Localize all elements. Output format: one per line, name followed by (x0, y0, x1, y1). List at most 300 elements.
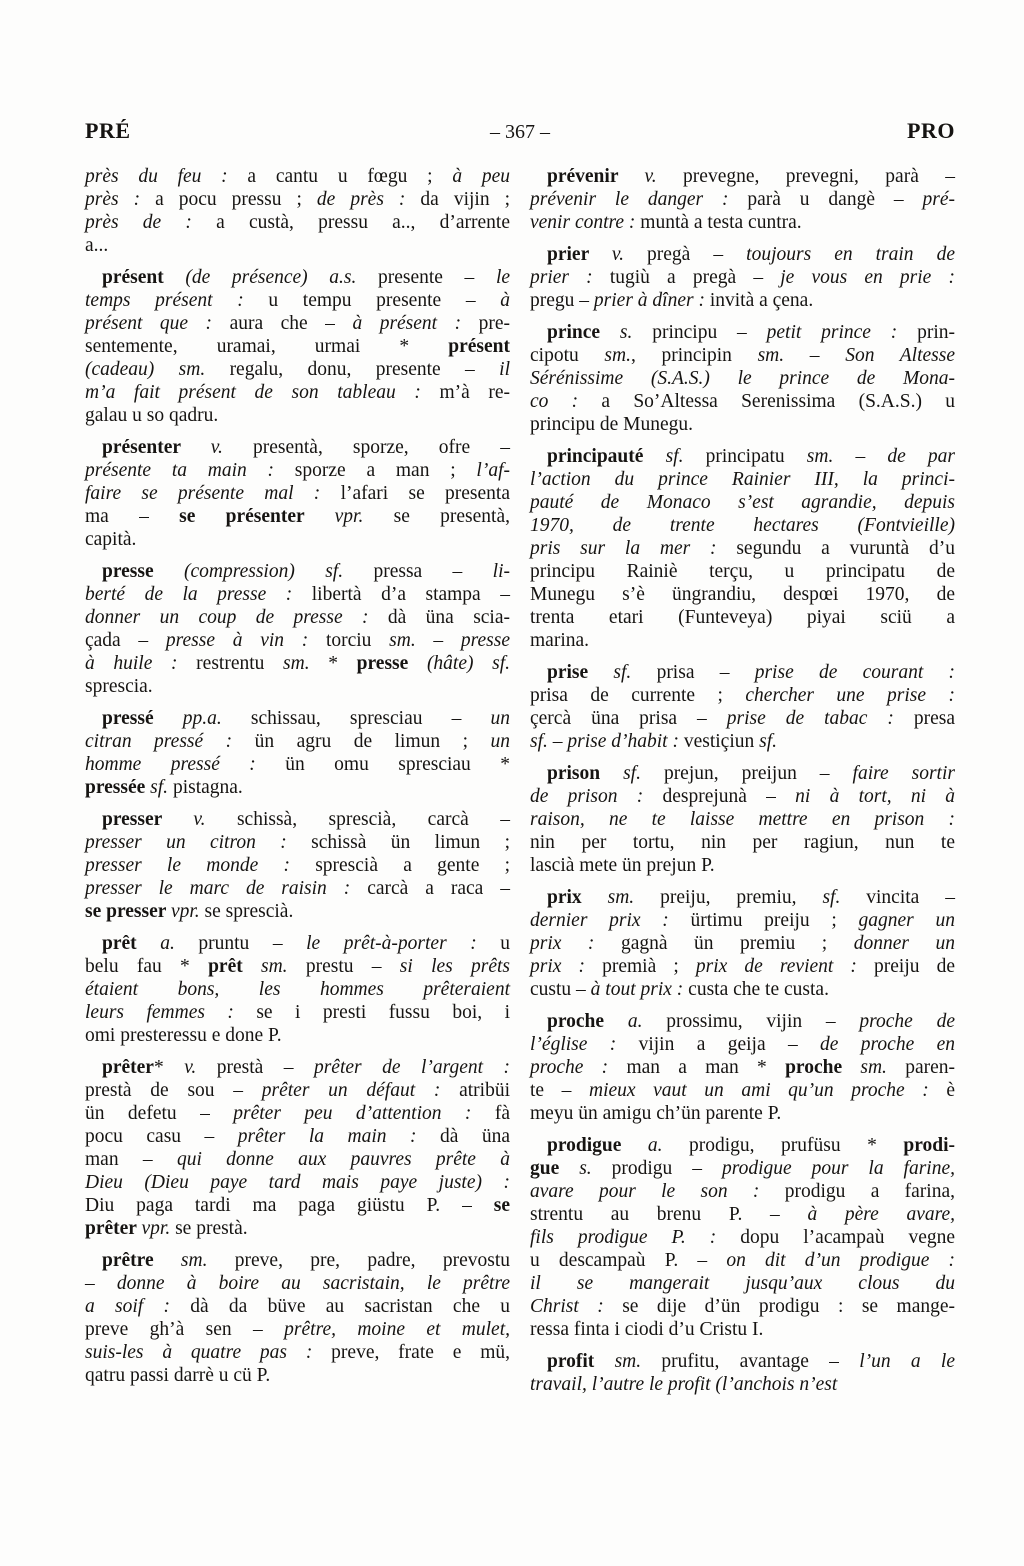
text-segment: omi presteressu e done P. (85, 1025, 282, 1046)
entry-line (530, 707, 955, 730)
text-segment: belu fau * (85, 956, 209, 977)
text-segment: prodi- (903, 1135, 955, 1156)
text-segment: berté de la presse : (85, 584, 312, 605)
text-segment: presse (460, 630, 510, 651)
text-segment: Munegu s’è üngrandiu, despœi 1970, de (530, 584, 955, 605)
entry-line (85, 730, 510, 753)
text-segment: pré- (922, 189, 955, 210)
text-segment: se sprescià. (204, 901, 294, 922)
text-segment: prêter peu d’attention : (233, 1103, 495, 1124)
text-segment: dernier prix : (530, 910, 691, 931)
entry-line (530, 1134, 955, 1157)
entry-line (85, 1171, 510, 1194)
entry-line (85, 335, 510, 358)
text-segment: prix (547, 887, 608, 908)
text-segment: u (500, 933, 510, 954)
entry-line (530, 854, 955, 877)
text-segment: , principin (630, 345, 758, 366)
text-segment: presser le monde : (85, 855, 316, 876)
dictionary-entry (530, 661, 955, 753)
text-segment: li- (492, 561, 510, 582)
text-segment: sf. (530, 731, 548, 752)
entry-line (85, 1056, 510, 1079)
text-segment: temps présent : (85, 290, 269, 311)
text-segment: prisa – (656, 662, 755, 683)
text-segment: a custà, pressu a.., d’arrente (216, 212, 510, 233)
entry-line (530, 413, 955, 436)
entry-line (530, 629, 955, 652)
dictionary-entry (530, 1010, 955, 1125)
text-segment: segundu a vuruntà d’u (736, 538, 955, 559)
text-segment: schissà, sprescià, carcà – (236, 809, 510, 830)
dictionary-entry (85, 808, 510, 923)
column-left (85, 165, 510, 1396)
text-segment: présente ta main : (85, 460, 295, 481)
dictionary-entry (85, 1056, 510, 1240)
text-segment: ma – (85, 506, 180, 527)
entry-line (85, 932, 510, 955)
text-segment: vpr. (334, 506, 394, 527)
entry-line (530, 831, 955, 854)
text-segment: – (415, 630, 461, 651)
text-segment: a... (85, 235, 109, 256)
text-segment: a pocu pressu ; (155, 189, 317, 210)
text-segment: toujours en train de (746, 244, 955, 265)
text-segment: dopu l’acampaù vegne (740, 1227, 956, 1248)
text-segment: Diu paga tardi ma paga giüstu P. – (85, 1195, 494, 1216)
text-segment: v. (210, 437, 253, 458)
text-segment: co : (530, 391, 602, 412)
running-head-left: PRÉ (85, 118, 131, 143)
entry-line (530, 188, 955, 211)
text-segment: pp.a. (182, 708, 251, 729)
text-segment: près du feu : (85, 166, 248, 187)
text-segment: Son Altesse (845, 345, 955, 366)
dictionary-entry (530, 762, 955, 877)
text-segment: de près : (316, 189, 421, 210)
entry-line (530, 468, 955, 491)
text-segment: presente – (377, 267, 496, 288)
text-segment: presser un citron : (85, 832, 312, 853)
entry-line (530, 785, 955, 808)
text-segment: pressée (85, 777, 151, 798)
text-segment: qui donne aux pauvres prête à (176, 1149, 511, 1170)
text-segment: preve, frate e mü, (331, 1342, 510, 1363)
text-segment: v. (611, 244, 648, 265)
text-segment: sm. (180, 1250, 235, 1271)
text-segment: desprejunà – (662, 786, 796, 807)
text-segment: presser le marc de raisin : (85, 878, 368, 899)
text-segment: se dije d’ün prodigu : se mange- (622, 1296, 956, 1317)
entry-line (85, 583, 510, 606)
entry-line (85, 312, 510, 335)
dictionary-entry (85, 436, 510, 551)
text-segment: raison, ne te laisse mettre en prison : (530, 809, 955, 830)
text-segment: preiju, premiu, (660, 887, 823, 908)
text-segment: pressé (102, 708, 183, 729)
entry-line (85, 436, 510, 459)
text-segment: prodigue (547, 1135, 648, 1156)
text-segment: de par (887, 446, 956, 467)
entry-line (85, 188, 510, 211)
text-segment: a So’Altessa Serenissima (S.A.S.) u (601, 391, 955, 412)
text-segment: sm. (757, 345, 785, 366)
dictionary-entry (530, 165, 955, 234)
text-segment: (cadeau) sm. (85, 359, 230, 380)
text-segment: (hâte) sf. (426, 653, 511, 674)
text-segment: sentemente, uramai, urmai * (85, 336, 449, 357)
text-segment: sm. (389, 630, 416, 651)
text-segment: libertà d’a stampa – (311, 584, 510, 605)
text-segment: çada – (85, 630, 166, 651)
text-segment: présent (448, 336, 510, 357)
entry-line (530, 321, 955, 344)
text-segment: fils prodigue P. : (530, 1227, 741, 1248)
text-segment: a. (647, 1135, 690, 1156)
entry-line (85, 165, 510, 188)
text-segment: sf. (623, 763, 664, 784)
text-segment: leurs femmes : (85, 1002, 257, 1023)
dictionary-entry (530, 321, 955, 436)
text-segment: prêt (208, 956, 261, 977)
entry-line (530, 886, 955, 909)
text-segment: suis-les à quatre pas : (85, 1342, 332, 1363)
text-segment: cipotu (530, 345, 605, 366)
text-segment: sf. (150, 777, 173, 798)
entry-line (85, 234, 510, 257)
text-segment: vincita – (866, 887, 956, 908)
text-segment: proche (785, 1057, 861, 1078)
text-segment: prince (547, 322, 620, 343)
text-segment: qatru passi darrè u cü P. (85, 1365, 271, 1386)
entry-line (530, 560, 955, 583)
text-segment: de proche en (820, 1034, 955, 1055)
entry-line (530, 1295, 955, 1318)
entry-line (85, 629, 510, 652)
text-segment: prejun, preijun – (663, 763, 853, 784)
text-segment: aura che – (229, 313, 353, 334)
text-segment: tugiù a pregà – (609, 267, 781, 288)
text-segment: 1970, de trente hectares (Fontvieille) (530, 515, 955, 536)
text-segment: sm. (806, 446, 834, 467)
entry-line (85, 1001, 510, 1024)
entry-line (530, 730, 955, 753)
text-segment: sm. (607, 887, 661, 908)
entry-line (85, 1341, 510, 1364)
text-segment: près : (85, 189, 156, 210)
entry-line (85, 528, 510, 551)
text-segment: on dit d’un prodigue : (726, 1250, 956, 1271)
entry-line (530, 1079, 955, 1102)
text-segment: prévenir (547, 166, 645, 187)
text-segment: homme pressé : (85, 754, 286, 775)
entry-line (530, 1226, 955, 1249)
text-segment: principatu (705, 446, 807, 467)
text-segment: sprescia. (85, 676, 153, 697)
text-segment: trenta etari (Funteveya) piyai sciü a (530, 607, 955, 628)
text-segment: prier à dîner : (593, 290, 710, 311)
text-segment: – (547, 731, 568, 752)
text-segment: prestà – (216, 1057, 314, 1078)
text-segment: à père avare, (807, 1204, 956, 1225)
text-segment: avare pour le son : (530, 1181, 785, 1202)
text-segment: faire sortir (852, 763, 955, 784)
text-segment: prodigu, prufüsu * (689, 1135, 904, 1156)
dictionary-entry (85, 165, 510, 257)
text-segment: custa che te custa. (688, 979, 829, 1000)
text-segment: dà da büve au sacristan che u (190, 1296, 511, 1317)
text-segment: preve gh’à sen – (85, 1319, 285, 1340)
text-segment: pressa – (373, 561, 493, 582)
dictionary-entry (530, 886, 955, 1001)
text-segment: schissà ün limun ; (311, 832, 510, 853)
entry-line (530, 1056, 955, 1079)
entry-line (85, 1024, 510, 1047)
text-segment: è (946, 1080, 955, 1101)
text-segment: prix de revient : (695, 956, 875, 977)
text-segment: le (495, 267, 511, 288)
entry-line (530, 762, 955, 785)
page-header (85, 118, 955, 144)
text-segment: petit prince : (766, 322, 918, 343)
entry-line (530, 344, 955, 367)
entry-line (85, 381, 510, 404)
text-segment: prodigue pour la farine, (721, 1158, 955, 1179)
column-right (530, 165, 955, 1396)
text-segment: Dieu (Dieu paye tard mais paye juste) : (85, 1172, 510, 1193)
text-segment: * (153, 1057, 185, 1078)
text-segment: paren- (905, 1057, 956, 1078)
text-segment: sm. (283, 653, 329, 674)
text-segment: presser (102, 809, 194, 830)
text-segment: prevegne, prevegni, parà – (683, 166, 955, 187)
entry-line (530, 909, 955, 932)
text-segment: se presentà, (393, 506, 510, 527)
text-segment: a soif : (85, 1296, 191, 1317)
text-segment: principauté (547, 446, 666, 467)
text-segment: sf. (613, 662, 657, 683)
text-segment: sm. (860, 1057, 906, 1078)
text-segment: à (500, 290, 510, 311)
entry-line (530, 266, 955, 289)
text-segment: gagner un (858, 910, 955, 931)
text-segment: proche : (530, 1057, 627, 1078)
text-segment: carcà a raca – (367, 878, 510, 899)
text-segment: restrentu (196, 653, 284, 674)
text-segment: pregu – (530, 290, 594, 311)
text-segment: venir contre : (530, 212, 641, 233)
entry-line (530, 165, 955, 188)
entry-line (85, 358, 510, 381)
text-segment: ün defetu – (85, 1103, 234, 1124)
entry-line (530, 1350, 955, 1373)
text-segment: il (499, 359, 511, 380)
text-segment: – (784, 345, 846, 366)
text-segment: a. (627, 1011, 667, 1032)
text-segment: parà u dangè – (747, 189, 923, 210)
text-segment: un (490, 708, 510, 729)
text-segment: dà üna (439, 1126, 510, 1147)
text-segment: l’un a le (859, 1351, 955, 1372)
text-segment: pistagna. (172, 777, 243, 798)
entry-line (85, 289, 510, 312)
text-segment: à peu (452, 166, 510, 187)
text-segment: prix : (530, 933, 621, 954)
text-segment: presse (102, 561, 184, 582)
text-segment: man – (85, 1149, 177, 1170)
text-segment: nin per tortu, nin per ragiun, nun te (530, 832, 955, 853)
text-segment: l’af- (476, 460, 510, 481)
text-segment: vpr. (170, 901, 205, 922)
text-segment: prêter la main : (237, 1126, 440, 1147)
text-segment: mieux vaut un ami qu’un proche : (588, 1080, 947, 1101)
text-segment: prêter (102, 1057, 154, 1078)
text-segment: à huile : (85, 653, 197, 674)
entry-line (530, 1180, 955, 1203)
text-segment: prix : (530, 956, 603, 977)
text-segment: v. (184, 1057, 217, 1078)
text-segment: se i presti fussu boi, i (256, 1002, 510, 1023)
text-segment: pris sur la mer : (530, 538, 737, 559)
text-segment: galau u so qadru. (85, 405, 219, 426)
text-segment: chercher une prise : (745, 685, 955, 706)
text-segment: de prison : (530, 786, 663, 807)
entry-line (85, 266, 510, 289)
text-segment: se presser (85, 901, 171, 922)
text-segment: donne à boire au sacristain, le prêtre (116, 1273, 510, 1294)
text-segment: sm. (604, 345, 631, 366)
text-segment: pregà – (647, 244, 747, 265)
entry-line (85, 1217, 510, 1240)
entry-line (85, 854, 510, 877)
text-segment: premià ; (602, 956, 696, 977)
entry-line (85, 1148, 510, 1171)
text-segment: sm. (614, 1351, 662, 1372)
entry-line (530, 1373, 955, 1396)
entry-line (530, 1318, 955, 1341)
text-segment: (de présence) a.s. (185, 267, 378, 288)
text-segment: meyu ün amigu ch’ün parente P. (530, 1103, 782, 1124)
text-segment: l’afari se presenta (340, 483, 511, 504)
text-segment: Christ : (530, 1296, 623, 1317)
entry-line (85, 652, 510, 675)
entry-line (85, 404, 510, 427)
text-segment: principu – (652, 322, 767, 343)
entry-line (530, 537, 955, 560)
dictionary-entry (85, 932, 510, 1047)
text-segment: lascià mete ün prejun P. (530, 855, 715, 876)
text-segment: prestà de sou – (85, 1080, 262, 1101)
text-segment: gagnà ün premiu ; (620, 933, 854, 954)
entry-line (85, 606, 510, 629)
text-segment: principu Rainiè terçu, u principatu de (530, 561, 955, 582)
text-segment: je vous en prie : (780, 267, 955, 288)
text-segment: travail, l’autre le profit (l’anchois n’est (530, 1374, 838, 1395)
entry-line (85, 1102, 510, 1125)
text-segment: prise de courant : (754, 662, 956, 683)
entry-line (85, 1364, 510, 1387)
text-segment: prodigu – (611, 1158, 722, 1179)
dictionary-entry (530, 445, 955, 652)
text-segment: étaient bons, les hommes prêteraient (85, 979, 510, 1000)
running-head-right: PRO (907, 118, 955, 143)
text-segment: ürtimu preiju ; (690, 910, 859, 931)
entry-line (530, 1249, 955, 1272)
text-segment: prisa de currente ; (530, 685, 746, 706)
entry-line (85, 753, 510, 776)
text-segment: prêtre (102, 1250, 181, 1271)
text-segment: il se mangerait jusqu’aux clous du (530, 1273, 955, 1294)
text-segment: ni à tort, ni à (795, 786, 956, 807)
text-segment: (compression) sf. (184, 561, 374, 582)
text-segment: regalu, donu, presente – (229, 359, 500, 380)
entry-line (530, 1033, 955, 1056)
text-segment: prise de tabac : (726, 708, 914, 729)
text-segment: a cantu u fœgu ; (247, 166, 453, 187)
entry-line (85, 675, 510, 698)
text-segment: prodigu a farina, (784, 1181, 955, 1202)
entry-line (85, 1272, 510, 1295)
text-segment: m’à re- (439, 382, 510, 403)
text-segment: prise d’habit : (567, 731, 684, 752)
entry-line (530, 514, 955, 537)
dictionary-columns (85, 165, 955, 1396)
text-segment: ün agru de limun ; (254, 731, 491, 752)
entry-line (530, 367, 955, 390)
text-segment: sporze a man ; (294, 460, 477, 481)
text-segment: près de : (85, 212, 217, 233)
text-segment: l’action du prince Rainier III, la princi- (530, 469, 955, 490)
entry-line (530, 661, 955, 684)
entry-line (530, 684, 955, 707)
text-segment: prêter de l’argent : (313, 1057, 511, 1078)
text-segment: sprescià a gente ; (315, 855, 510, 876)
entry-line (85, 1249, 510, 1272)
text-segment: à présent : (352, 313, 479, 334)
entry-line (85, 560, 510, 583)
entry-line (530, 955, 955, 978)
text-segment: vpr. (141, 1218, 176, 1239)
text-segment: prestu – (305, 956, 400, 977)
entry-line (85, 900, 510, 923)
entry-line (85, 1194, 510, 1217)
text-segment: prier : (530, 267, 610, 288)
text-segment: u tempu presente – (268, 290, 501, 311)
text-segment: sf. (665, 446, 706, 467)
entry-line (85, 776, 510, 799)
text-segment: * (328, 653, 357, 674)
text-segment: da vijin ; (420, 189, 511, 210)
text-segment: un (490, 731, 510, 752)
text-segment: prévenir le danger : (530, 189, 748, 210)
text-segment: u descampaù P. – (530, 1250, 727, 1271)
page-number: – 367 – (490, 121, 550, 143)
text-segment: – (833, 446, 888, 467)
text-segment: proche de (859, 1011, 955, 1032)
text-segment: prêtre, moine et mulet, (284, 1319, 511, 1340)
entry-line (530, 583, 955, 606)
entry-line (530, 1157, 955, 1180)
text-segment: sm. (261, 956, 306, 977)
text-segment: prêt (102, 933, 161, 954)
text-segment: pre- (478, 313, 510, 334)
text-segment: custu – (530, 979, 591, 1000)
text-segment: preve, pre, padre, prevostu (234, 1250, 510, 1271)
text-segment: donner un (853, 933, 956, 954)
dictionary-entry (530, 1350, 955, 1396)
text-segment: ressa finta i ciodi d’u Cristu I. (530, 1319, 764, 1340)
entry-line (530, 243, 955, 266)
